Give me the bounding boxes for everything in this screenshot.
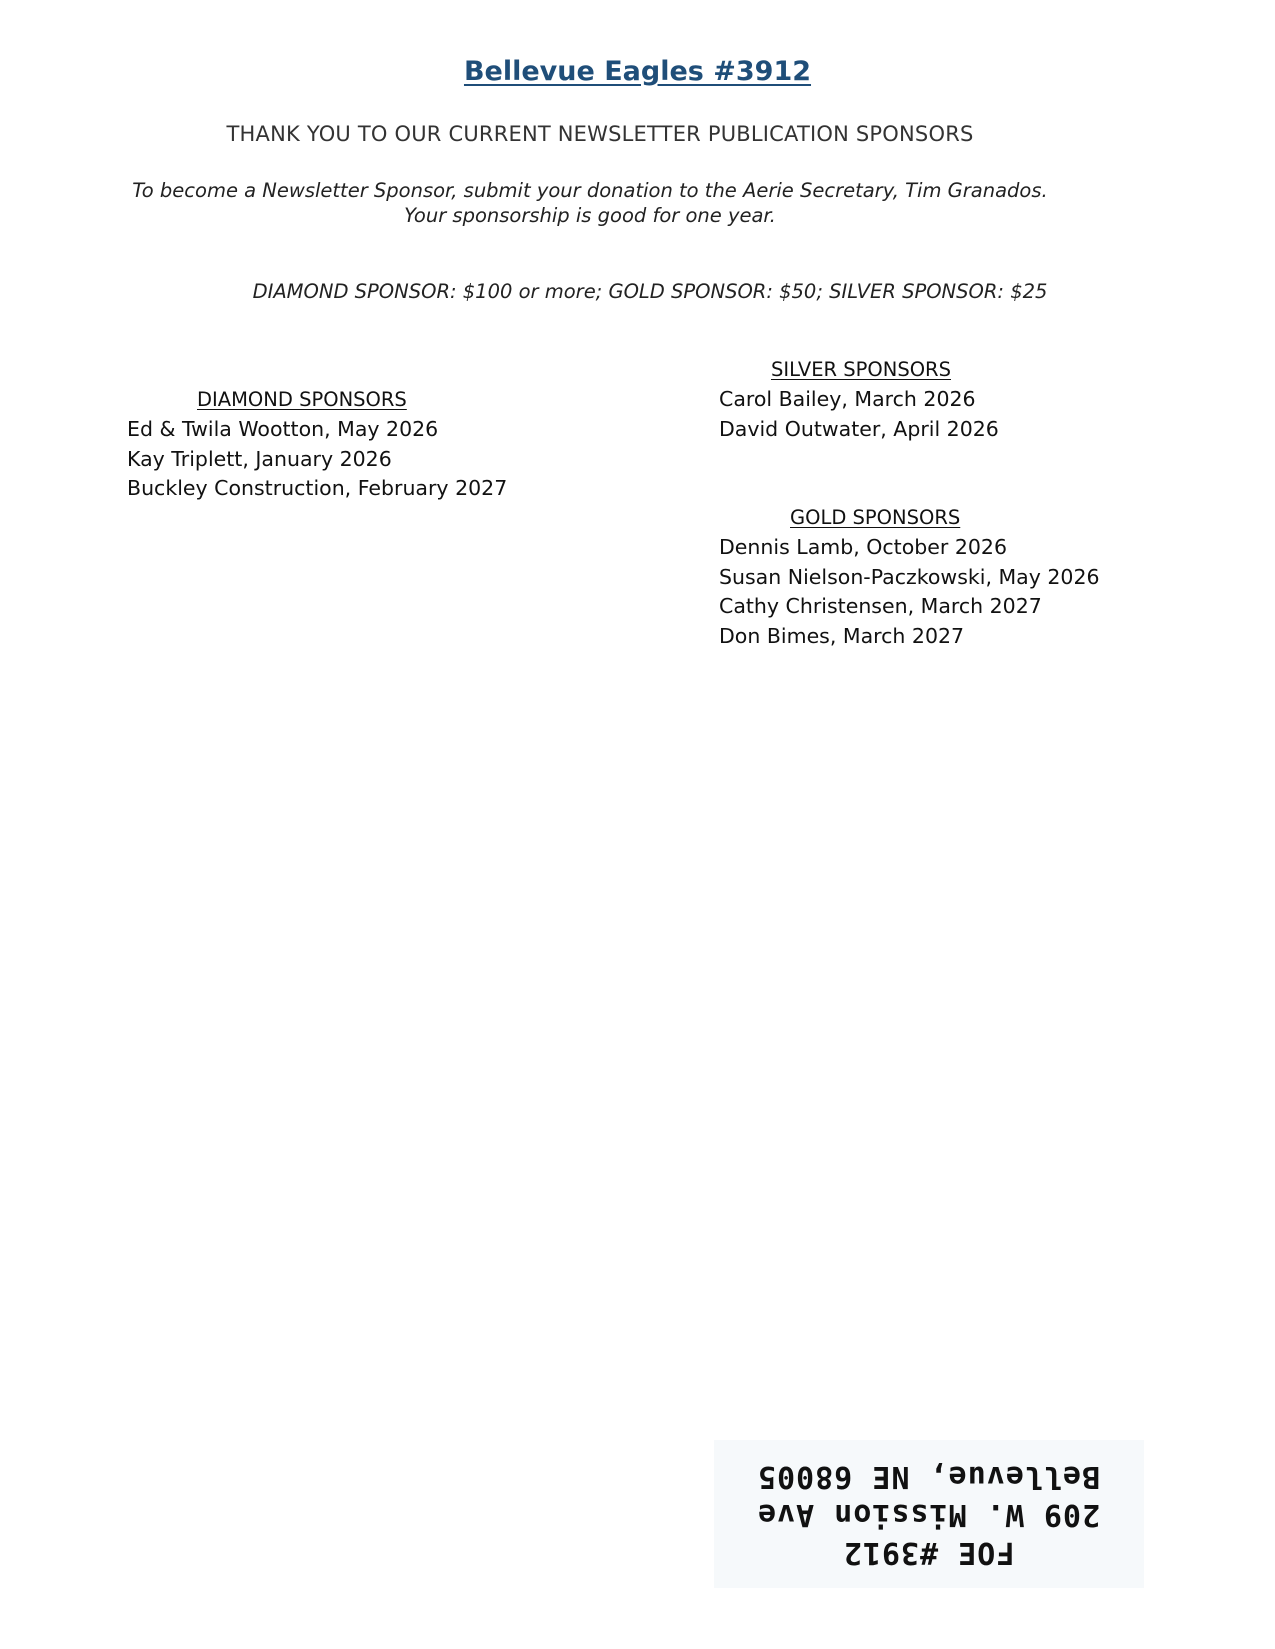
- silver-sponsors-section: [719, 358, 999, 444]
- gold-sponsors-section: [719, 506, 1100, 651]
- sponsor-instructions: [90, 178, 1090, 228]
- return-address-text: [757, 1457, 1100, 1571]
- diamond-sponsors-section: [127, 388, 507, 504]
- return-address-stamp: [714, 1440, 1144, 1588]
- list-item: Carol Bailey, March 2026: [719, 387, 976, 411]
- instructions-line-1: To become a Newsletter Sponsor, submit your donation to the Aerie Secretary, Tim Granados.: [132, 179, 1048, 202]
- silver-sponsors-heading: SILVER SPONSORS: [771, 358, 951, 381]
- page-subtitle: THANK YOU TO OUR CURRENT NEWSLETTER PUBLICATION SPONSORS: [226, 122, 974, 146]
- list-item: David Outwater, April 2026: [719, 416, 999, 441]
- silver-sponsors-list: [719, 385, 999, 444]
- list-item: Kay Triplett, January 2026: [127, 446, 392, 471]
- list-item: Cathy Christensen, March 2027: [719, 594, 1042, 618]
- list-item: Dennis Lamb, October 2026: [719, 535, 1008, 559]
- gold-sponsors-list: [719, 533, 1100, 651]
- list-item: Ed & Twila Wootton, May 2026: [127, 417, 439, 441]
- sponsor-tiers: DIAMOND SPONSOR: $100 or more; GOLD SPONSOR: $50; SILVER SPONSOR: $25: [252, 280, 1048, 303]
- diamond-sponsors-heading: DIAMOND SPONSORS: [197, 388, 407, 411]
- address-line-2: 209 W. Mission Ave: [757, 1497, 1101, 1532]
- instructions-line-2: Your sponsorship is good for one year.: [404, 204, 776, 227]
- diamond-sponsors-list: [127, 415, 507, 504]
- list-item: Buckley Construction, February 2027: [127, 476, 508, 500]
- list-item: Susan Nielson-Paczkowski, May 2026: [719, 564, 1100, 589]
- list-item: Don Bimes, March 2027: [719, 623, 965, 648]
- gold-sponsors-heading: GOLD SPONSORS: [790, 506, 961, 529]
- page-title: Bellevue Eagles #3912: [463, 56, 812, 87]
- address-line-1: FOE #3912: [843, 1535, 1015, 1570]
- address-line-3: Bellevue, NE 68005: [757, 1459, 1101, 1494]
